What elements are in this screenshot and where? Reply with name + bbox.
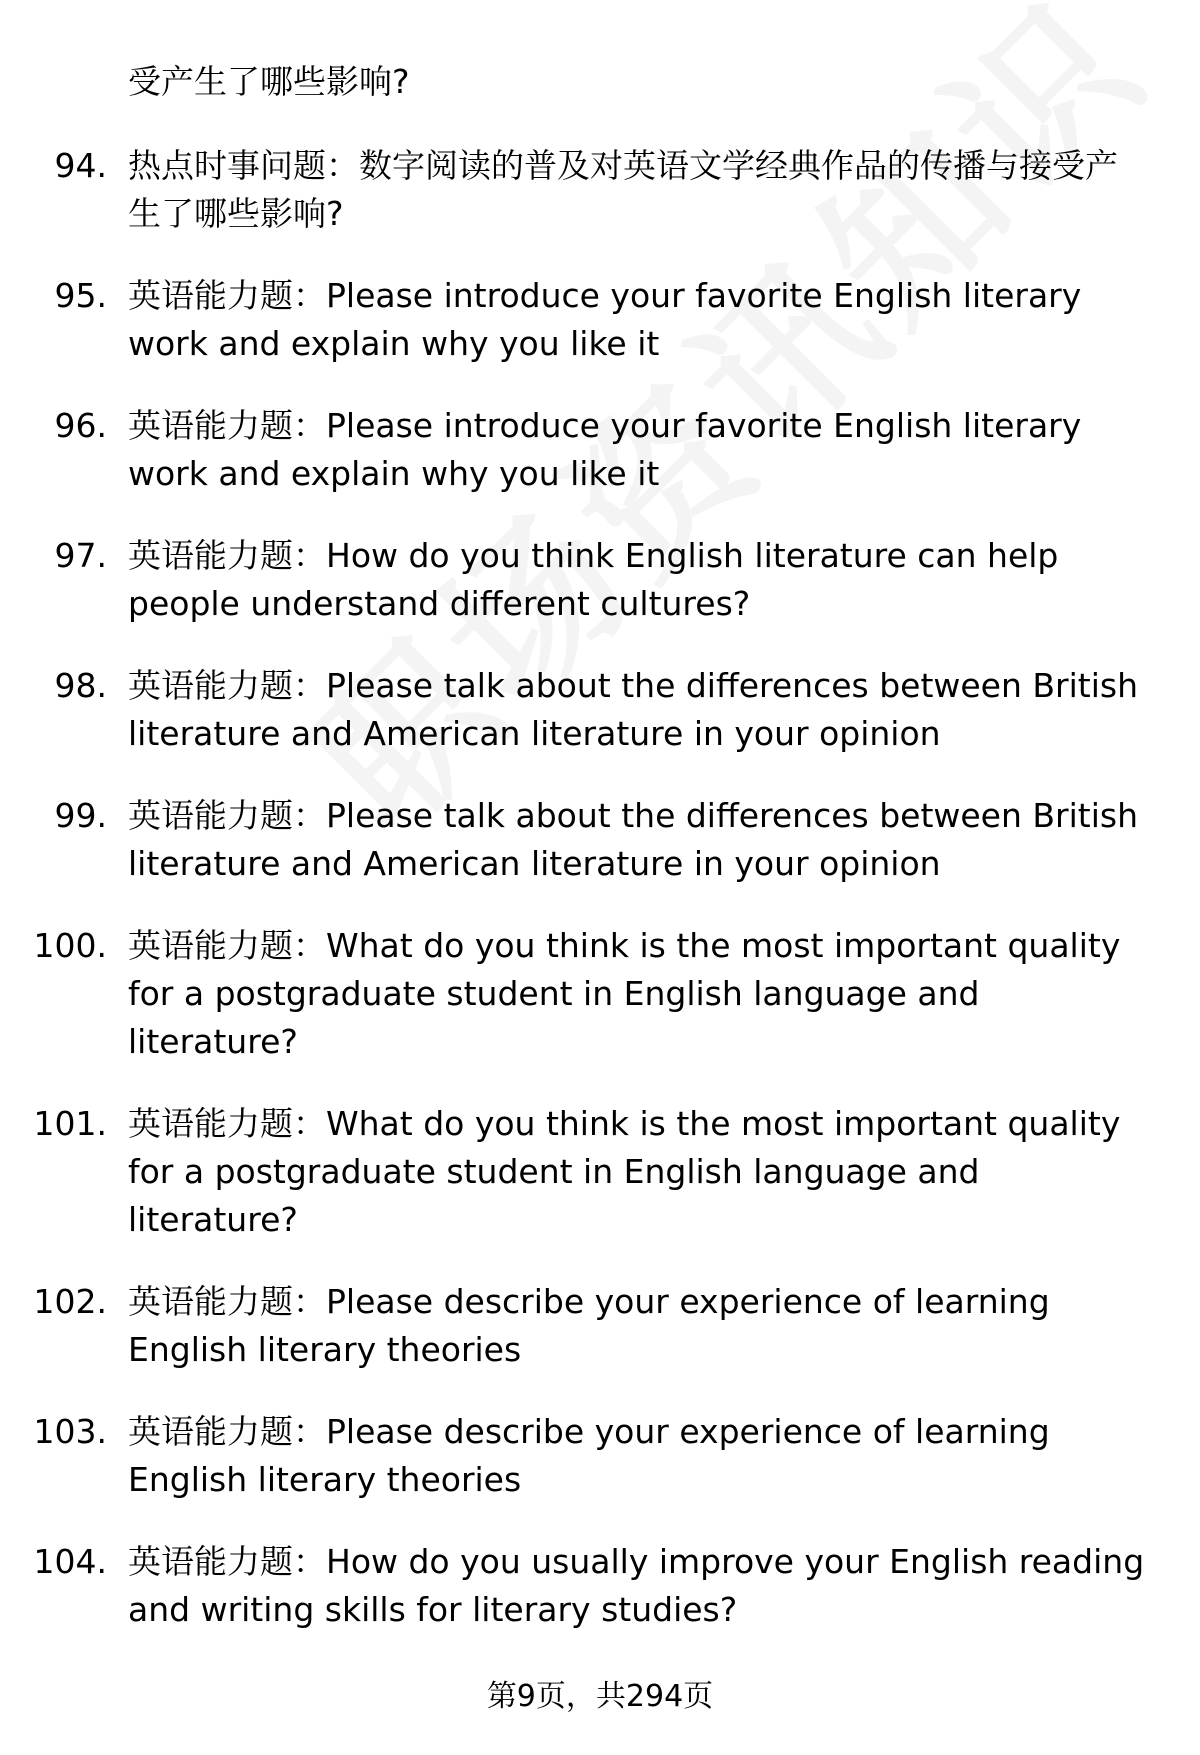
question-number: 96.: [54, 406, 107, 445]
question-text: 英语能力题：What do you think is the most important quality for a postgraduate student in English language and literature?: [128, 926, 1121, 1061]
question-item: [0, 142, 1200, 238]
question-number: 98.: [54, 666, 107, 705]
question-item: [0, 1100, 1200, 1244]
question-number: 102.: [33, 1282, 107, 1321]
question-number: 97.: [54, 536, 107, 575]
question-item: [0, 1538, 1200, 1634]
question-number: 100.: [33, 926, 107, 965]
question-text: 英语能力题：How do you think English literature can help people understand different cultures?: [128, 536, 1059, 623]
question-number: 101.: [33, 1104, 107, 1143]
question-text: 英语能力题：How do you usually improve your English reading and writing skills for literary studies?: [128, 1542, 1145, 1629]
question-text: 英语能力题：Please talk about the differences between British literature and American literature in your opinion: [128, 796, 1138, 883]
question-number: 94.: [54, 146, 107, 185]
question-item: [0, 1408, 1200, 1504]
question-item: [0, 922, 1200, 1066]
page-footer: 第9页，共294页: [486, 1679, 714, 1714]
question-number: 104.: [33, 1542, 107, 1581]
question-text: 英语能力题：Please describe your experience of learning English literary theories: [128, 1282, 1050, 1369]
question-text: 英语能力题：Please introduce your favorite English literary work and explain why you like it: [128, 276, 1082, 363]
question-item: [0, 1278, 1200, 1374]
continuation-text: 受产生了哪些影响?: [128, 62, 410, 101]
question-list: [0, 142, 1200, 1668]
question-item: [0, 662, 1200, 758]
question-item: [0, 402, 1200, 498]
question-text: 英语能力题：Please talk about the differences between British literature and American literature in your opinion: [128, 666, 1138, 753]
question-text: 热点时事问题：数字阅读的普及对英语文学经典作品的传播与接受产生了哪些影响?: [128, 146, 1118, 233]
question-text: 英语能力题：Please describe your experience of learning English literary theories: [128, 1412, 1050, 1499]
question-text: 英语能力题：What do you think is the most important quality for a postgraduate student in English language and literature?: [128, 1104, 1121, 1239]
question-text: 英语能力题：Please introduce your favorite English literary work and explain why you like it: [128, 406, 1082, 493]
question-item: [0, 532, 1200, 628]
question-number: 95.: [54, 276, 107, 315]
question-number: 103.: [33, 1412, 107, 1451]
question-item: [0, 272, 1200, 368]
question-number: 99.: [54, 796, 107, 835]
question-item: [0, 792, 1200, 888]
